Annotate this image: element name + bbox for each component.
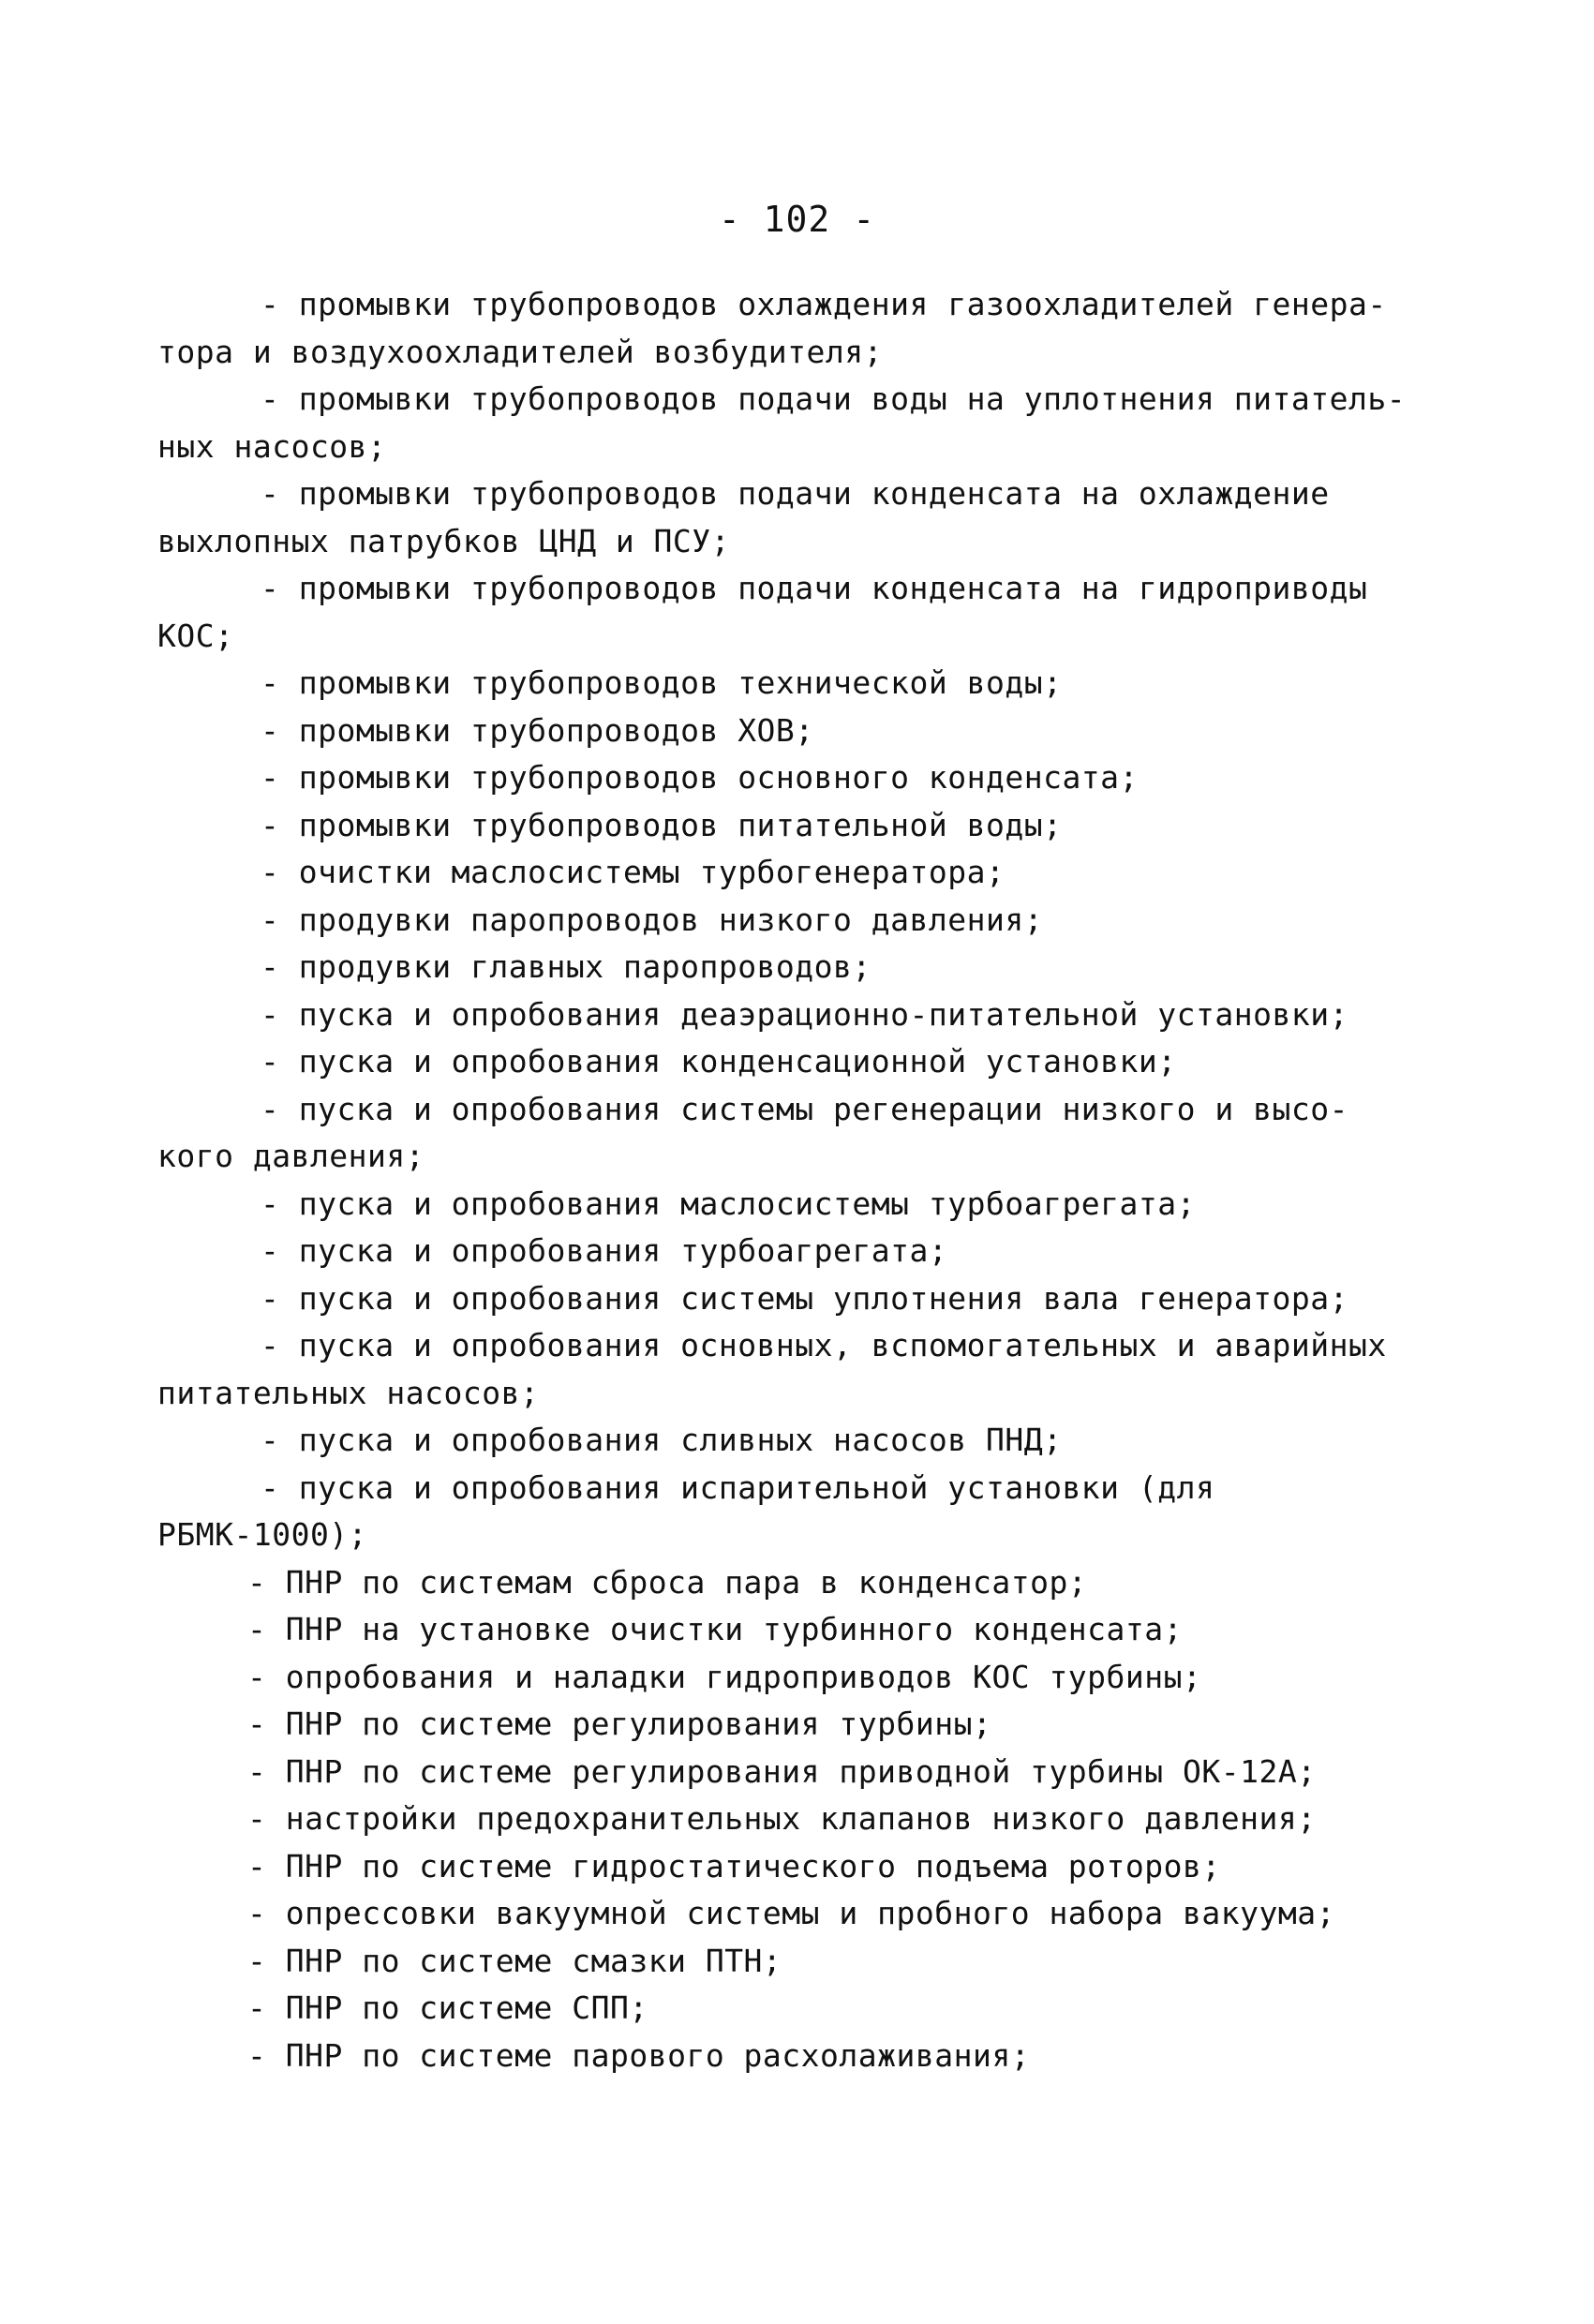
list-item: - продувки паропроводов низкого давления;: [261, 901, 1044, 938]
list-item: - пуска и опробования сливных насосов ПНД;: [261, 1422, 1063, 1458]
list-item: - настройки предохранительных клапанов низкого давления;: [247, 1800, 1317, 1837]
list-item-continuation: КОС;: [157, 617, 234, 654]
list-item: - ПНР по системам сброса пара в конденсатор;: [247, 1563, 1088, 1601]
list-item: - ПНР по системе регулирования турбины;: [247, 1706, 992, 1742]
document-body: [157, 281, 1460, 2079]
list-item: - промывки трубопроводов основного конденсата;: [261, 759, 1139, 796]
list-item: - продувки главных паропроводов;: [261, 948, 871, 985]
list-item: - пуска и опробования деаэрационно-питательной установки;: [261, 995, 1348, 1033]
list-item: - ПНР по системе гидростатического подъема роторов;: [247, 1847, 1221, 1885]
list-item: - пуска и опробования маслосистемы турбоагрегата;: [261, 1184, 1197, 1222]
list-item: - очистки маслосистемы турбогенератора;: [261, 854, 1006, 890]
list-item: - пуска и опробования системы регенерации низкого и высо-: [261, 1090, 1348, 1127]
list-item: - промывки трубопроводов подачи конденсата на охлаждение: [261, 475, 1330, 512]
list-item: - промывки трубопроводов питательной воды;: [261, 806, 1063, 843]
list-item: - ПНР по системе СПП;: [247, 1989, 648, 2026]
list-item-continuation: ных насосов;: [157, 427, 387, 465]
list-item: - промывки трубопроводов охлаждения газоохладителей генера-: [261, 286, 1387, 322]
list-item: - пуска и опробования конденсационной установки;: [261, 1043, 1177, 1080]
list-item: - пуска и опробования основных, вспомогательных и аварийных: [261, 1327, 1387, 1363]
list-item-continuation: тора и воздухоохладителей возбудителя;: [157, 333, 883, 370]
page-number: - 102 -: [718, 199, 876, 240]
list-item: - промывки трубопроводов технической воды;: [261, 664, 1063, 701]
list-item: - пуска и опробования испарительной установки (для: [261, 1468, 1215, 1506]
list-item: - промывки трубопроводов ХОВ;: [261, 711, 814, 749]
list-item: - опробования и наладки гидроприводов КОС турбины;: [247, 1658, 1202, 1695]
list-item: - ПНР по системе парового расхолаживания;: [247, 2036, 1031, 2074]
list-item-continuation: кого давления;: [157, 1138, 425, 1174]
list-item: - промывки трубопроводов подачи воды на уплотнения питатель-: [261, 380, 1407, 417]
list-item-continuation: питательных насосов;: [157, 1374, 540, 1411]
list-item-continuation: выхлопных патрубков ЦНД и ПСУ;: [157, 522, 731, 559]
list-item: - пуска и опробования турбоагрегата;: [261, 1232, 948, 1269]
list-item: - ПНР по системе регулирования приводной турбины ОК-12А;: [247, 1752, 1317, 1790]
list-item: - ПНР на установке очистки турбинного конденсата;: [247, 1611, 1184, 1647]
list-item-continuation: РБМК-1000);: [157, 1516, 368, 1553]
list-item: - пуска и опробования системы уплотнения вала генератора;: [261, 1279, 1348, 1317]
list-item: - опрессовки вакуумной системы и пробного набора вакуума;: [247, 1895, 1335, 1931]
list-item: - ПНР по системе смазки ПТН;: [247, 1942, 782, 1979]
list-item: - промывки трубопроводов подачи конденсата на гидроприводы: [261, 570, 1368, 606]
